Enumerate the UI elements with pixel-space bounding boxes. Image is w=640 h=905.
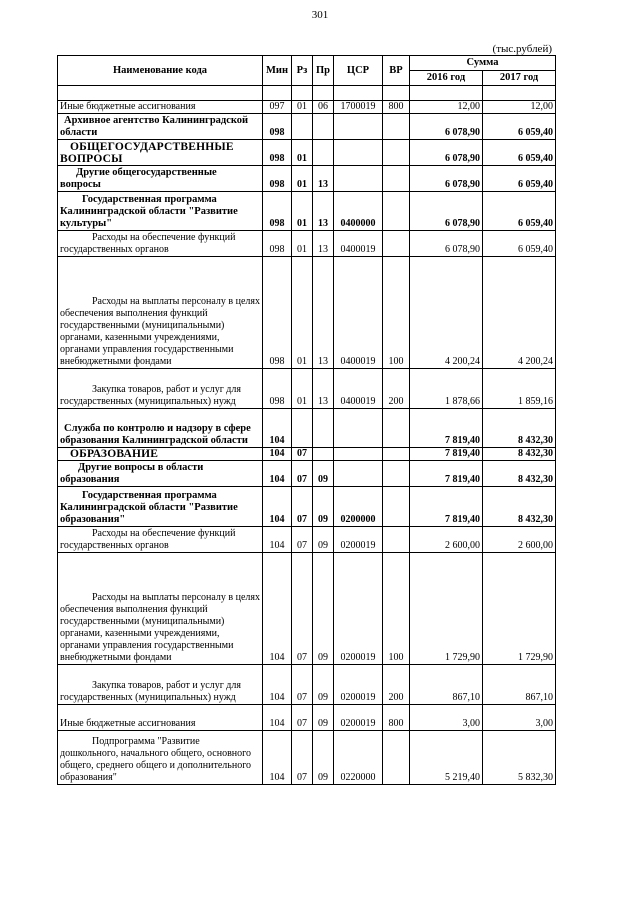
row-min: 104 bbox=[263, 461, 292, 487]
row-csr: 0200019 bbox=[334, 553, 383, 665]
row-2016: 3,00 bbox=[410, 705, 483, 731]
header-sum: Сумма bbox=[410, 56, 556, 71]
row-name: Другие общегосударственные вопросы bbox=[58, 166, 263, 192]
row-pr: 13 bbox=[313, 231, 334, 257]
row-name: Другие вопросы в области образования bbox=[58, 461, 263, 487]
header-name: Наименование кода bbox=[58, 56, 263, 86]
row-2017: 4 200,24 bbox=[483, 257, 556, 369]
row-rz bbox=[292, 409, 313, 448]
row-vr bbox=[383, 114, 410, 140]
row-pr: 09 bbox=[313, 487, 334, 527]
row-pr: 09 bbox=[313, 527, 334, 553]
header-rz: Рз bbox=[292, 56, 313, 86]
page-number: 301 bbox=[311, 9, 329, 21]
row-pr: 09 bbox=[313, 553, 334, 665]
row-vr: 100 bbox=[383, 553, 410, 665]
table-row bbox=[58, 101, 556, 114]
row-rz: 01 bbox=[292, 166, 313, 192]
row-2016: 6 078,90 bbox=[410, 114, 483, 140]
row-2017: 5 832,30 bbox=[483, 731, 556, 785]
row-vr: 200 bbox=[383, 665, 410, 705]
row-2016: 6 078,90 bbox=[410, 231, 483, 257]
table-row bbox=[58, 527, 556, 553]
table-row bbox=[58, 369, 556, 409]
row-name: Закупка товаров, работ и услуг для государственных (муниципальных) нужд bbox=[58, 369, 263, 409]
row-vr bbox=[383, 731, 410, 785]
row-2017: 6 059,40 bbox=[483, 114, 556, 140]
row-2016: 4 200,24 bbox=[410, 257, 483, 369]
row-vr bbox=[383, 448, 410, 461]
row-vr bbox=[383, 409, 410, 448]
row-csr bbox=[334, 140, 383, 166]
row-2016: 6 078,90 bbox=[410, 140, 483, 166]
row-csr bbox=[334, 114, 383, 140]
units-label: (тыс.рублей) bbox=[492, 43, 552, 55]
row-2016: 867,10 bbox=[410, 665, 483, 705]
row-pr bbox=[313, 448, 334, 461]
row-csr bbox=[334, 448, 383, 461]
row-pr: 09 bbox=[313, 705, 334, 731]
table-row bbox=[58, 231, 556, 257]
row-min: 104 bbox=[263, 487, 292, 527]
row-rz: 07 bbox=[292, 487, 313, 527]
row-rz: 01 bbox=[292, 257, 313, 369]
row-csr bbox=[334, 409, 383, 448]
table-row bbox=[58, 705, 556, 731]
spacer-row bbox=[58, 86, 556, 101]
row-pr: 09 bbox=[313, 665, 334, 705]
row-vr bbox=[383, 140, 410, 166]
table-row bbox=[58, 487, 556, 527]
row-min: 098 bbox=[263, 192, 292, 231]
row-min: 104 bbox=[263, 409, 292, 448]
row-2016: 5 219,40 bbox=[410, 731, 483, 785]
header-2016: 2016 год bbox=[410, 71, 483, 86]
row-pr: 13 bbox=[313, 166, 334, 192]
row-vr: 100 bbox=[383, 257, 410, 369]
row-name: ОБЩЕГОСУДАРСТВЕННЫЕ ВОПРОСЫ bbox=[58, 140, 263, 166]
row-pr: 06 bbox=[313, 101, 334, 114]
row-vr bbox=[383, 166, 410, 192]
row-min: 098 bbox=[263, 369, 292, 409]
row-name: Расходы на выплаты персоналу в целях обеспечения выполнения функций государственными (муниципальными) органами, казенными учреждениями, органами управления государственными внебюджетными фондами bbox=[58, 257, 263, 369]
header-pr: Пр bbox=[313, 56, 334, 86]
row-2017: 867,10 bbox=[483, 665, 556, 705]
table-row bbox=[58, 140, 556, 166]
row-min: 104 bbox=[263, 705, 292, 731]
table-row bbox=[58, 731, 556, 785]
table-row bbox=[58, 257, 556, 369]
row-2016: 12,00 bbox=[410, 101, 483, 114]
row-min: 098 bbox=[263, 114, 292, 140]
row-name: Расходы на выплаты персоналу в целях обеспечения выполнения функций государственными (муниципальными) органами, казенными учреждениями, органами управления государственными внебюджетными фондами bbox=[58, 553, 263, 665]
row-name: Иные бюджетные ассигнования bbox=[58, 705, 263, 731]
row-2016: 7 819,40 bbox=[410, 487, 483, 527]
row-rz: 01 bbox=[292, 140, 313, 166]
row-rz: 07 bbox=[292, 553, 313, 665]
row-csr: 0200019 bbox=[334, 665, 383, 705]
row-csr: 0400019 bbox=[334, 231, 383, 257]
row-csr: 1700019 bbox=[334, 101, 383, 114]
row-2016: 1 729,90 bbox=[410, 553, 483, 665]
row-pr: 13 bbox=[313, 257, 334, 369]
row-name: ОБРАЗОВАНИЕ bbox=[58, 448, 263, 461]
row-name: Расходы на обеспечение функций государственных органов bbox=[58, 527, 263, 553]
row-name: Служба по контролю и надзору в сфере образования Калининградской области bbox=[58, 409, 263, 448]
row-csr: 0200000 bbox=[334, 487, 383, 527]
row-csr bbox=[334, 461, 383, 487]
table-row bbox=[58, 553, 556, 665]
row-2017: 3,00 bbox=[483, 705, 556, 731]
row-name: Государственная программа Калининградской области "Развитие культуры" bbox=[58, 192, 263, 231]
row-2017: 8 432,30 bbox=[483, 448, 556, 461]
table-row bbox=[58, 192, 556, 231]
row-rz: 07 bbox=[292, 665, 313, 705]
header-min: Мин bbox=[263, 56, 292, 86]
table-row bbox=[58, 448, 556, 461]
row-name: Иные бюджетные ассигнования bbox=[58, 101, 263, 114]
row-name: Подпрограмма "Развитие дошкольного, начального общего, основного общего, среднего общего и дополнительного образования" bbox=[58, 731, 263, 785]
row-2017: 1 859,16 bbox=[483, 369, 556, 409]
row-vr bbox=[383, 192, 410, 231]
row-rz bbox=[292, 114, 313, 140]
row-rz: 01 bbox=[292, 101, 313, 114]
row-min: 098 bbox=[263, 166, 292, 192]
table-row bbox=[58, 409, 556, 448]
row-vr bbox=[383, 527, 410, 553]
row-vr bbox=[383, 487, 410, 527]
row-min: 104 bbox=[263, 527, 292, 553]
row-2017: 6 059,40 bbox=[483, 140, 556, 166]
row-rz: 07 bbox=[292, 527, 313, 553]
row-rz: 01 bbox=[292, 369, 313, 409]
row-2017: 6 059,40 bbox=[483, 166, 556, 192]
row-csr bbox=[334, 166, 383, 192]
row-2017: 8 432,30 bbox=[483, 461, 556, 487]
row-name: Архивное агентство Калининградской области bbox=[58, 114, 263, 140]
row-2017: 8 432,30 bbox=[483, 409, 556, 448]
row-min: 104 bbox=[263, 665, 292, 705]
budget-table bbox=[57, 55, 556, 785]
row-pr bbox=[313, 114, 334, 140]
row-min: 098 bbox=[263, 257, 292, 369]
row-pr: 09 bbox=[313, 731, 334, 785]
row-name: Закупка товаров, работ и услуг для государственных (муниципальных) нужд bbox=[58, 665, 263, 705]
row-pr bbox=[313, 140, 334, 166]
row-rz: 07 bbox=[292, 461, 313, 487]
row-2016: 6 078,90 bbox=[410, 192, 483, 231]
table-row bbox=[58, 166, 556, 192]
row-rz: 07 bbox=[292, 731, 313, 785]
row-min: 098 bbox=[263, 140, 292, 166]
header-2017: 2017 год bbox=[483, 71, 556, 86]
row-csr: 0400000 bbox=[334, 192, 383, 231]
row-2016: 2 600,00 bbox=[410, 527, 483, 553]
row-rz: 01 bbox=[292, 192, 313, 231]
row-2016: 7 819,40 bbox=[410, 409, 483, 448]
row-pr: 13 bbox=[313, 192, 334, 231]
row-name: Государственная программа Калининградской области "Развитие образования" bbox=[58, 487, 263, 527]
row-csr: 0200019 bbox=[334, 527, 383, 553]
row-pr: 09 bbox=[313, 461, 334, 487]
row-pr: 13 bbox=[313, 369, 334, 409]
row-vr: 800 bbox=[383, 101, 410, 114]
row-min: 104 bbox=[263, 731, 292, 785]
row-csr: 0400019 bbox=[334, 257, 383, 369]
table-row bbox=[58, 665, 556, 705]
row-csr: 0200019 bbox=[334, 705, 383, 731]
table-row bbox=[58, 461, 556, 487]
row-rz: 07 bbox=[292, 448, 313, 461]
row-vr bbox=[383, 231, 410, 257]
header-csr: ЦСР bbox=[334, 56, 383, 86]
row-vr bbox=[383, 461, 410, 487]
row-min: 104 bbox=[263, 553, 292, 665]
row-2016: 1 878,66 bbox=[410, 369, 483, 409]
row-vr: 800 bbox=[383, 705, 410, 731]
row-csr: 0400019 bbox=[334, 369, 383, 409]
header-vr: ВР bbox=[383, 56, 410, 86]
row-2016: 6 078,90 bbox=[410, 166, 483, 192]
row-2017: 1 729,90 bbox=[483, 553, 556, 665]
row-vr: 200 bbox=[383, 369, 410, 409]
row-rz: 01 bbox=[292, 231, 313, 257]
row-name: Расходы на обеспечение функций государственных органов bbox=[58, 231, 263, 257]
table-row bbox=[58, 114, 556, 140]
row-2017: 8 432,30 bbox=[483, 487, 556, 527]
row-2016: 7 819,40 bbox=[410, 448, 483, 461]
row-csr: 0220000 bbox=[334, 731, 383, 785]
row-2017: 2 600,00 bbox=[483, 527, 556, 553]
row-2017: 6 059,40 bbox=[483, 192, 556, 231]
row-rz: 07 bbox=[292, 705, 313, 731]
row-2017: 6 059,40 bbox=[483, 231, 556, 257]
row-pr bbox=[313, 409, 334, 448]
row-min: 097 bbox=[263, 101, 292, 114]
row-min: 098 bbox=[263, 231, 292, 257]
row-2017: 12,00 bbox=[483, 101, 556, 114]
row-min: 104 bbox=[263, 448, 292, 461]
row-2016: 7 819,40 bbox=[410, 461, 483, 487]
